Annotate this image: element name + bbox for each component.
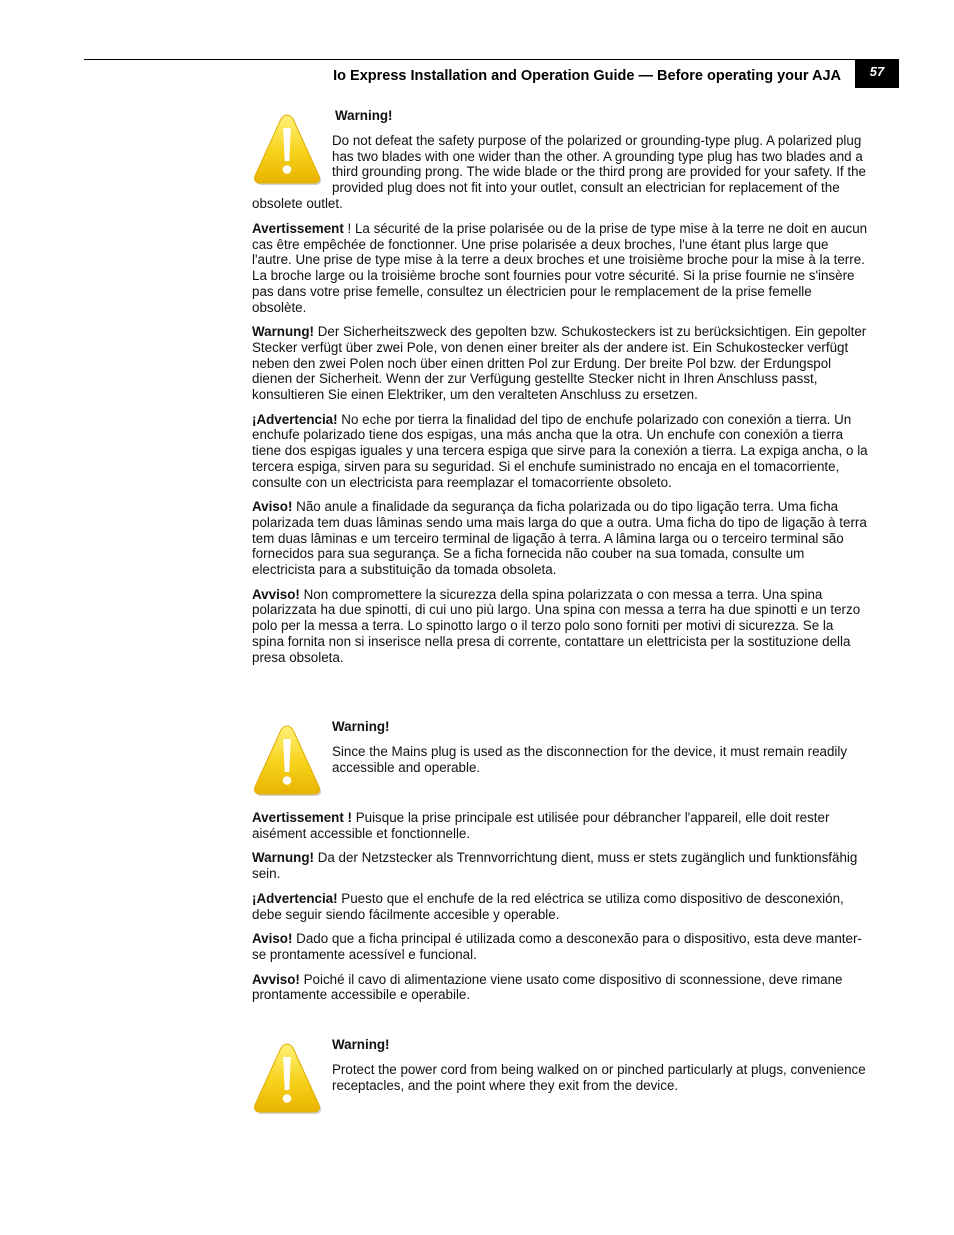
- translation-portuguese: Aviso! Dado que a ficha principal é utilizada como a desconexão para o dispositivo, esta deve manter-se prontamente acessível e funcional.: [252, 931, 862, 962]
- warning-triangle-icon: [252, 112, 322, 186]
- translations-section-2: [252, 810, 868, 1003]
- translation-portuguese: Aviso! Não anule a finalidade da segurança da ficha polarizada ou do tipo ligação terra. Uma ficha polarizada tem duas lâminas sendo uma mais larga do que a outra. Uma ficha do tipo de ligação à terra tem duas lâminas e um terceiro terminal de ligação à terra. A lâmina larga ou o terceiro terminal são fornecidos para sua segurança. Se a ficha fornecida não couber na sua tomada, consulte um electricista para a substituição da tomada obsoleta.: [252, 499, 867, 578]
- warning-title: Warning!: [335, 108, 393, 123]
- warning-title: Warning!: [332, 719, 390, 734]
- warning-body: Protect the power cord from being walked on or pinched particularly at plugs, convenience receptacles, and the point where they exit from the device.: [332, 1062, 866, 1093]
- translation-italian: Avviso! Poiché il cavo di alimentazione viene usato come dispositivo di sconnessione, deve rimane prontamente accessibile e operabile.: [252, 971, 843, 1003]
- page-number: 57: [855, 59, 899, 88]
- page-header-title: Io Express Installation and Operation Guide — Before operating your AJA: [333, 68, 841, 84]
- warning-body: Do not defeat the safety purpose of the polarized or grounding-type plug. A polarized plug has two blades with one wider than the other. A grounding type plug has two blades and a third grounding prong. The wide blade or the third prong are provided for your safety. If the provided plug does not fit into your outlet, consult an electrician for replacement of the obsolete outlet.: [252, 133, 866, 211]
- warning-body: Since the Mains plug is used as the disconnection for the device, it must remain readily accessible and operable.: [332, 744, 848, 775]
- header-rule: [84, 59, 898, 60]
- warning-triangle-icon: [252, 723, 322, 797]
- translation-german: Warnung! Da der Netzstecker als Trennvorrichtung dient, muss er stets zugänglich und funktionsfähig sein.: [252, 850, 858, 882]
- translations-section-1: [252, 221, 868, 665]
- translation-french: Avertissement ! Puisque la prise principale est utilisée pour débrancher l'appareil, elle doit rester aisément accessible et fonctionnelle.: [252, 810, 830, 841]
- translation-german: Warnung! Der Sicherheitszweck des gepolten bzw. Schukosteckers ist zu berücksichtigen. Ein gepolter Stecker verfügt über zwei Pole, von denen einer breiter als der andere ist. Ein Schukostecker verfügt neben den zwei Polen noch über einen dritten Pol zur Erdung. Der breite Pol bzw. der Erdungspol dienen der Sicherheit. Wenn der zur Verfügung gestellte Stecker nicht in Ihren Anschluss passt, konsultieren Sie einen Elektriker, um den veralteten Anschluss zu ersetzen.: [252, 324, 867, 403]
- translation-spanish: ¡Advertencia! Puesto que el enchufe de la red eléctrica se utiliza como dispositivo de desconexión, debe seguir siendo fácilmente accesible y operable.: [252, 890, 844, 922]
- warning-triangle-icon: [252, 1041, 322, 1115]
- translation-french: Avertissement ! La sécurité de la prise polarisée ou de la prise de type mise à la terre ne doit en aucun cas être empêchée de fonctionner. Une prise polarisée a deux broches, l'une étant plus large que l'autre. Une prise de type mise à la terre a deux broches et une troisième broche pour la mise à la terre. La broche large ou la troisième broche sont fournies pour votre sécurité. Si la prise fournie ne s'insère pas dans votre prise femelle, consultez un électricien pour le remplacement de la prise femelle obsolète.: [252, 221, 868, 315]
- warning-section-1: [252, 108, 868, 212]
- translation-spanish: ¡Advertencia! No eche por tierra la finalidad del tipo de enchufe polarizado con conexión a tierra. Un enchufe polarizado tiene dos espigas, una más ancha que la otra. Un enchufe con conexión a tierra tiene dos espigas iguales y una tercera espiga que sirve para la conexión a tierra. La expiga ancha, o la tercera espiga, sirven para su seguridad. Si el enchufe suministrado no encaja en el tomacorriente, consulte con un electricista para reemplazar el tomacorriente obsoleto.: [252, 411, 868, 490]
- translation-italian: Avviso! Non compromettere la sicurezza della spina polarizzata o con messa a terra. Una spina polarizzata ha due spinotti, di cui uno più largo. Una spina con messa a terra ha due spinotti e un terzo polo per la messa a terra. Lo spinotto largo o il terzo polo sono forniti per motivi di sicurezza. Se la spina fornita non si inserisce nella presa di corrente, contattare un elettricista per la sostituzione della presa obsoleta.: [252, 586, 861, 665]
- warning-title: Warning!: [332, 1037, 390, 1052]
